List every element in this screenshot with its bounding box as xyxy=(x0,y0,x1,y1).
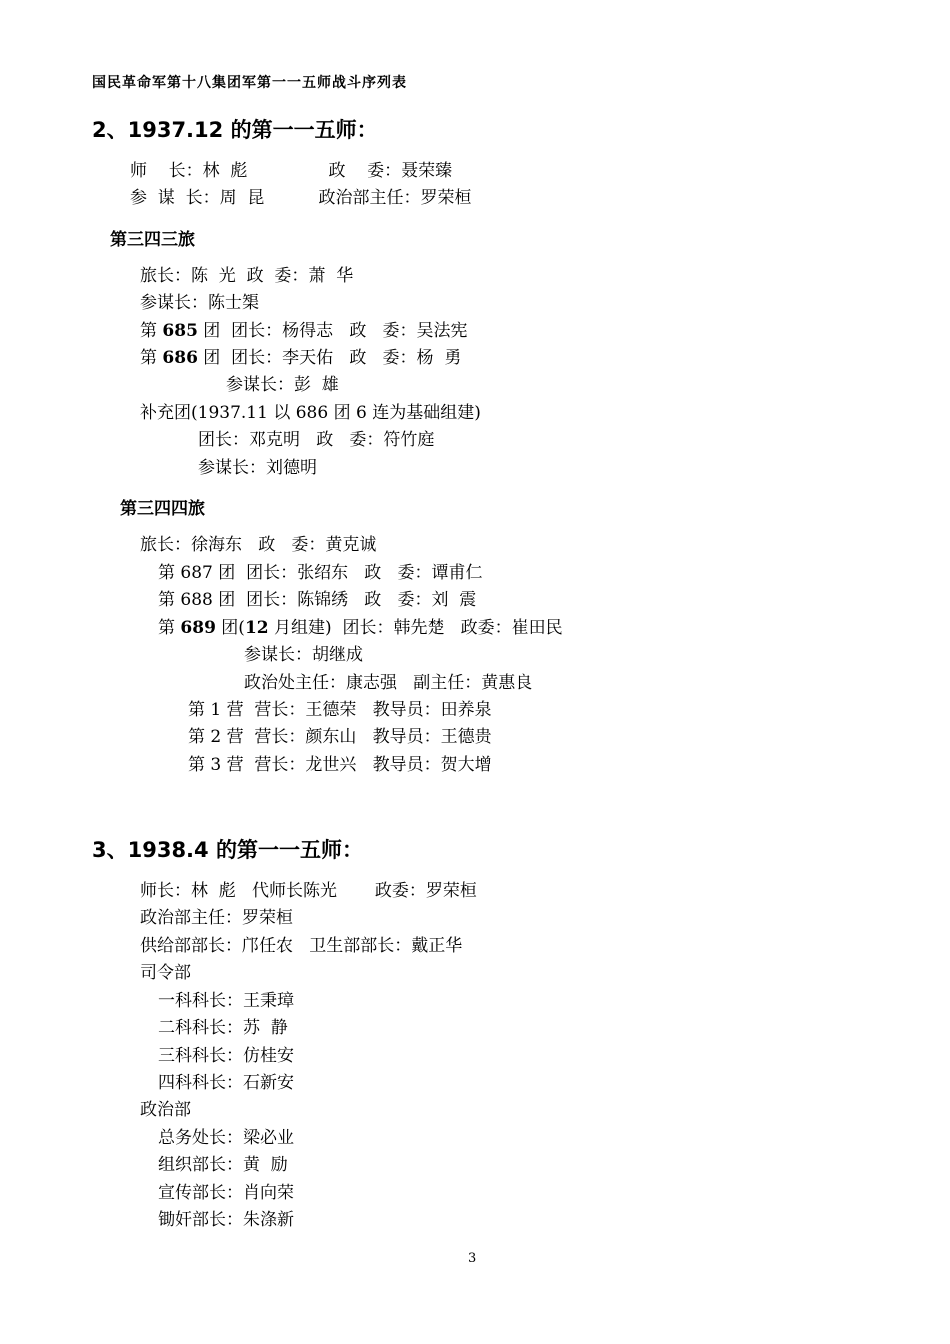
brigade-344-heading: 第三四四旅 xyxy=(120,499,205,519)
division-staff-line: 参 谋 长：周 昆 政治部主任：罗荣桓 xyxy=(130,188,472,208)
regiment-689-political: 政治处主任：康志强 副主任：黄惠良 xyxy=(244,673,533,693)
regiment-689-line xyxy=(158,617,563,639)
political-item-2: 组织部长：黄 励 xyxy=(158,1155,288,1175)
regiment-685-number: 685 xyxy=(162,321,198,341)
regiment-686-rest: 团 团长：李天佑 政 委：杨 勇 xyxy=(197,348,462,368)
regiment-686-number: 686 xyxy=(162,348,198,368)
regiment-689-rest: 月组建) 团长：韩先楚 政委：崔田民 xyxy=(268,618,563,638)
regiment-686-staff: 参谋长：彭 雄 xyxy=(226,375,339,395)
hq-section-1: 一科科长：王秉璋 xyxy=(158,991,294,1011)
regiment-689-month: 12 xyxy=(244,618,269,638)
political-department-director: 政治部主任：罗荣桓 xyxy=(140,908,293,928)
headquarters-label: 司令部 xyxy=(140,963,191,983)
regiment-689-number: 689 xyxy=(180,618,216,638)
regiment-686-line xyxy=(140,347,461,369)
section-heading-1938: 3、1938.4 的第一一五师： xyxy=(92,838,363,862)
battalion-2-line: 第 2 营 营长：颜东山 教导员：王德贵 xyxy=(188,727,492,747)
regiment-685-prefix: 第 xyxy=(140,321,163,341)
brigade-343-leaders: 旅长：陈 光 政 委：萧 华 xyxy=(140,266,354,286)
regiment-689-mid: 团( xyxy=(215,618,245,638)
brigade-343-heading: 第三四三旅 xyxy=(110,230,195,250)
regiment-689-staff: 参谋长：胡继成 xyxy=(244,645,363,665)
supplement-regiment-line: 补充团(1937.11 以 686 团 6 连为基础组建) xyxy=(140,403,481,423)
battalion-1-line: 第 1 营 营长：王德荣 教导员：田养泉 xyxy=(188,700,492,720)
regiment-688-line: 第 688 团 团长：陈锦绣 政 委：刘 震 xyxy=(158,590,477,610)
supplement-regiment-staff: 参谋长：刘德明 xyxy=(198,458,317,478)
regiment-686-prefix: 第 xyxy=(140,348,163,368)
section-heading-1937: 2、1937.12 的第一一五师： xyxy=(92,118,378,142)
brigade-344-leaders: 旅长：徐海东 政 委：黄克诚 xyxy=(140,535,377,555)
division-1938-leaders: 师长：林 彪 代师长陈光 政委：罗荣桓 xyxy=(140,881,477,901)
hq-section-4: 四科科长：石新安 xyxy=(158,1073,294,1093)
political-item-4: 锄奸部长：朱涤新 xyxy=(158,1210,294,1230)
hq-section-3: 三科科长：仿桂安 xyxy=(158,1046,294,1066)
brigade-343-staff: 参谋长：陈士榘 xyxy=(140,293,259,313)
supply-medical-heads: 供给部部长：邝任农 卫生部部长：戴正华 xyxy=(140,936,463,956)
political-item-3: 宣传部长：肖向荣 xyxy=(158,1183,294,1203)
page-header-title: 国民革命军第十八集团军第一一五师战斗序列表 xyxy=(92,75,407,91)
battalion-3-line: 第 3 营 营长：龙世兴 教导员：贺大增 xyxy=(188,755,492,775)
hq-section-2: 二科科长：苏 静 xyxy=(158,1018,288,1038)
supplement-regiment-leaders: 团长：邓克明 政 委：符竹庭 xyxy=(198,430,435,450)
regiment-685-rest: 团 团长：杨得志 政 委：吴法宪 xyxy=(197,321,468,341)
political-department-label: 政治部 xyxy=(140,1100,191,1120)
page-number: 3 xyxy=(468,1251,477,1266)
regiment-685-line xyxy=(140,320,468,342)
political-item-1: 总务处长：梁必业 xyxy=(158,1128,294,1148)
regiment-687-line: 第 687 团 团长：张绍东 政 委：谭甫仁 xyxy=(158,563,483,583)
regiment-689-prefix: 第 xyxy=(158,618,181,638)
division-commander-line: 师 长：林 彪 政 委：聂荣臻 xyxy=(130,161,453,181)
